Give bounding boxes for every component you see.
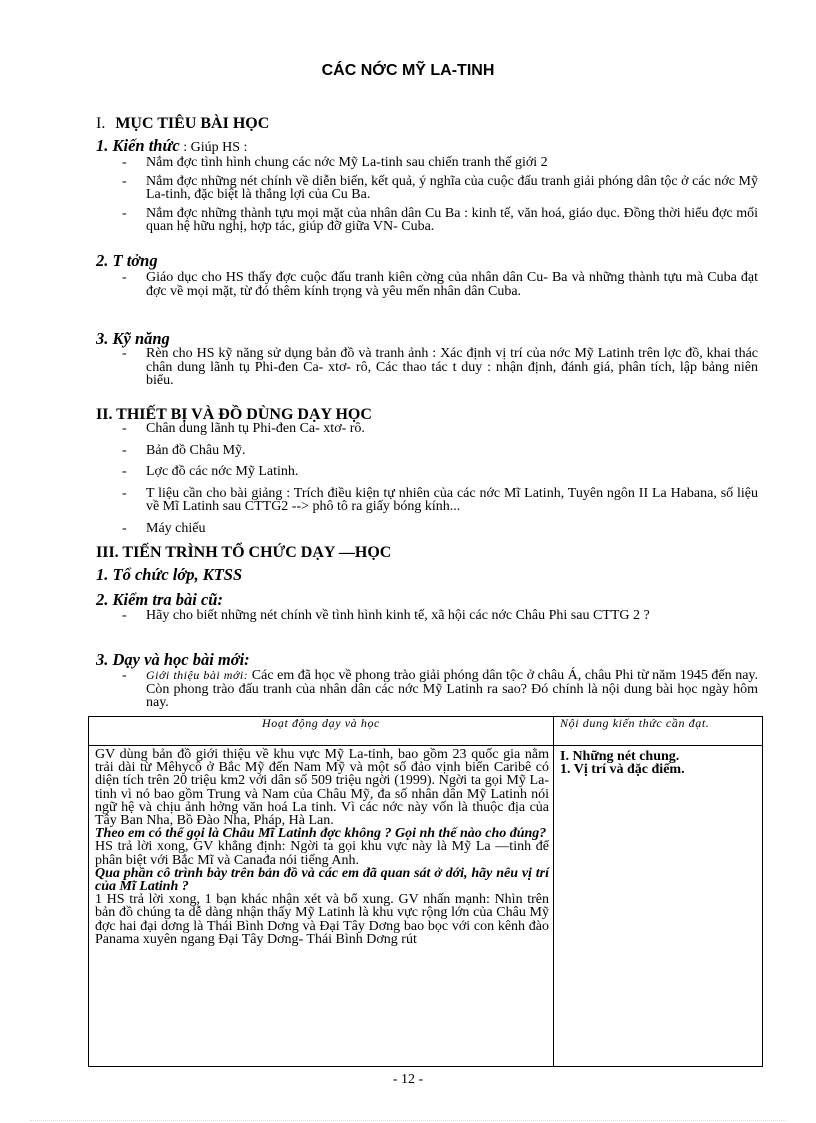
- list-item: - Hãy cho biết những nét chính về tình hình kinh tế, xã hội các nớc Châu Phi sau CTTG 2 ?: [118, 609, 758, 623]
- intro-label: Giới thiệu bài mới:: [146, 668, 249, 682]
- tutuong-list: [118, 271, 758, 303]
- intro-paragraph: [118, 669, 758, 710]
- section-2-heading: II. THIẾT BỊ VÀ ĐỒ DÙNG DẠY HỌC: [96, 406, 372, 423]
- list-item: - Nắm đợc những nét chính về diễn biến, kết quả, ý nghĩa của cuộc đấu tranh giải phóng dân tộc ở các nớc Mỹ La-tinh, đặc biệt là thắng lợi của Cu Ba.: [118, 175, 758, 202]
- kienthuc-heading-text: 1. Kiến thức: [96, 136, 180, 155]
- lesson-table: [88, 716, 763, 1067]
- activity-paragraph: HS trả lời xong, GV khẳng định: Ngời ta gọi khu vực này là Mỹ La —tinh để phân biệt với Bắc Mĩ và Canađa nói tiếng Anh.: [95, 839, 549, 868]
- table-header-content: Nội dung kiến thức cần đạt.: [554, 717, 763, 746]
- content-heading-1: I. Những nét chung.: [560, 749, 680, 764]
- kienthuc-heading: [96, 137, 760, 156]
- kienthuc-heading-rest: : Giúp HS :: [179, 140, 248, 155]
- list-item: - Nắm đợc những thành tựu mọi mặt của nhân dân Cu Ba : kinh tế, văn hoá, giáo dục. Đồng thời hiểu đợc mối quan hệ hữu nghị, hợp tác, giúp đỡ giữa VN- Cuba.: [118, 207, 758, 234]
- intro-list: [118, 669, 758, 715]
- page-title: CÁC NỚC MỸ LA-TINH: [321, 62, 495, 79]
- bottom-divider: [30, 1120, 786, 1121]
- equipment-list: [118, 422, 758, 540]
- list-item: - T liệu cần cho bài giảng : Trích điều kiện tự nhiên của các nớc Mĩ Latinh, Tuyên ngôn II La Habana, số liệu về Mĩ Latinh sau CTTG2 --> phô tô ra giấy bóng kính...: [118, 487, 758, 514]
- table-header-row: [89, 717, 763, 746]
- table-row: [89, 746, 763, 1067]
- list-item: - Máy chiếu: [118, 522, 758, 536]
- kiemtra-list: [118, 609, 758, 628]
- tochuc-heading: 1. Tổ chức lớp, KTSS: [96, 565, 243, 584]
- activities-cell: [89, 746, 554, 1067]
- list-item: - Rèn cho HS kỹ năng sử dụng bản đồ và tranh ảnh : Xác định vị trí của nớc Mỹ Latinh trên lợc đồ, khai thác chân dung lãnh tụ Phi-đen Ca- xtơ- rô, Các thao tác t duy : nhận định, đánh giá, phân tích, lập bảng niên biểu.: [118, 347, 758, 388]
- activity-paragraph: 1 HS trả lời xong, 1 bạn khác nhận xét và bổ xung. GV nhấn mạnh: Nhìn trên bản đồ chúng ta dễ dàng nhận thấy Mỹ Latinh là khu vực rộng lớn của Châu Mỹ đợc hai đại dơng là Thái Bình Dơng và Đại Tây Dơng bao bọc với con kênh đào Panama xuyên ngang Đại Tây Dơng- Thái Bình Dơng rút: [95, 892, 549, 947]
- tutuong-heading: 2. T tởng: [96, 251, 158, 270]
- section-1-number: I.: [96, 115, 106, 132]
- activity-question: Theo em có thể gọi là Châu Mĩ Latinh đợc không ? Gọi nh thế nào cho đúng?: [95, 826, 547, 842]
- kienthuc-list: [118, 156, 758, 239]
- section-3-heading: III. TIẾN TRÌNH TỔ CHỨC DẠY —HỌC: [96, 544, 392, 561]
- content-cell: [554, 746, 763, 1067]
- dayhoc-heading: 3. Dạy và học bài mới:: [96, 650, 250, 669]
- table-header-activities: Hoạt động dạy và học: [89, 717, 554, 746]
- list-item: - Chân dung lãnh tụ Phi-đen Ca- xtơ- rô.: [118, 422, 758, 436]
- kynang-list: [118, 347, 758, 393]
- list-item: - Lợc đồ các nớc Mỹ Latinh.: [118, 465, 758, 479]
- section-1-title: MỤC TIÊU BÀI HỌC: [115, 115, 270, 132]
- list-item: - Bản đồ Châu Mỹ.: [118, 444, 758, 458]
- list-item: - Nắm đợc tình hình chung các nớc Mỹ La-tinh sau chiến tranh thế giới 2: [118, 156, 758, 170]
- content-heading-2: 1. Vị trí và đặc điểm.: [560, 762, 685, 777]
- page-number: - 12 -: [392, 1072, 424, 1087]
- list-item: - Giáo dục cho HS thấy đợc cuộc đấu tranh kiên cờng của nhân dân Cu- Ba và những thành tựu mà Cuba đạt đợc về mọi mặt, từ đó thêm kính trọng và yêu mến nhân dân Cuba.: [118, 271, 758, 298]
- kynang-heading: 3. Kỹ năng: [96, 329, 170, 348]
- activity-paragraph: GV dùng bản đồ giới thiệu về khu vực Mỹ La-tinh, bao gồm 23 quốc gia nằm trải dài từ Mêhycô ở Bắc Mỹ đến Nam Mỹ và một số đảo vịnh biển Caribê có diện tích trên 20 triệu km2 với dân số 509 triệu ngời (1999). Ngời ta gọi Mỹ La-tinh vì nó bao gồm Trung và Nam của Châu Mỹ, đa số nhân dân Mỹ Latinh nói ngữ hệ và chịu ảnh hởng văn hoá La tinh. Vì các nớc này vốn là thuộc địa của Tây Ban Nha, Bồ Đào Nha, Pháp, Hà Lan.: [95, 747, 549, 829]
- kiemtra-heading: 2. Kiểm tra bài cũ:: [96, 590, 223, 609]
- section-1-heading: [96, 115, 760, 133]
- intro-text: Các em đã học về phong trào giải phóng dân tộc ở châu Á, châu Phi từ năm 1945 đến nay. Còn phong trào đấu tranh của nhân dân các nớc Mỹ Latinh ra sao? Đó chính là nội dung bài học ngày hôm nay.: [146, 668, 759, 710]
- activity-question: Qua phần cô trình bày trên bản đồ và các em đã quan sát ở dới, hãy nêu vị trí của Mĩ Latinh ?: [95, 865, 549, 895]
